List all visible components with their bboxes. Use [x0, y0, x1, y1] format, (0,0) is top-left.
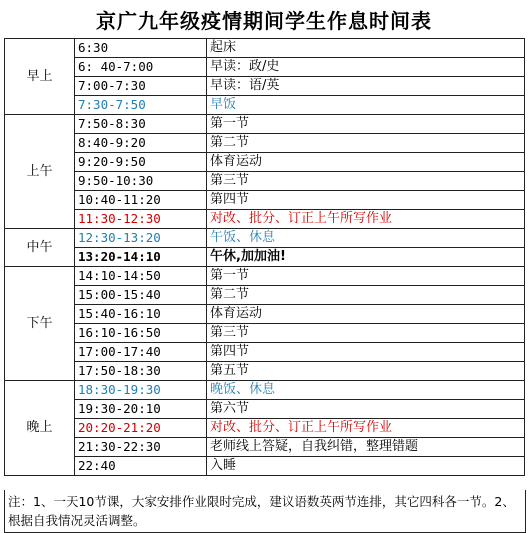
time-cell: 14:10-14:50 [75, 267, 207, 286]
activity-cell: 第二节 [207, 134, 525, 153]
table-row [5, 58, 525, 77]
time-cell: 12:30-13:20 [75, 229, 207, 248]
time-cell: 9:20-9:50 [75, 153, 207, 172]
time-cell: 6: 40-7:00 [75, 58, 207, 77]
table-row [5, 39, 525, 58]
activity-cell: 早读：政/史 [207, 58, 525, 77]
table-row [5, 172, 525, 191]
activity-cell: 对改、批分、订正上午所写作业 [207, 419, 525, 438]
table-row [5, 286, 525, 305]
time-cell: 11:30-12:30 [75, 210, 207, 229]
activity-cell: 第六节 [207, 400, 525, 419]
time-cell: 17:00-17:40 [75, 343, 207, 362]
schedule-body [5, 39, 525, 476]
period-label: 下午 [5, 267, 75, 381]
table-row [5, 191, 525, 210]
table-row [5, 267, 525, 286]
footnote: 注：1、一天10节课，大家安排作业限时完成，建议语数英两节连排，其它四科各一节。2、根据自我情况灵活调整。 [4, 490, 526, 533]
time-cell: 20:20-21:20 [75, 419, 207, 438]
table-row [5, 324, 525, 343]
time-cell: 22:40 [75, 457, 207, 476]
time-cell: 21:30-22:30 [75, 438, 207, 457]
period-label: 上午 [5, 115, 75, 229]
table-row [5, 438, 525, 457]
activity-cell: 第三节 [207, 172, 525, 191]
time-cell: 9:50-10:30 [75, 172, 207, 191]
time-cell: 6:30 [75, 39, 207, 58]
activity-cell: 体育运动 [207, 305, 525, 324]
time-cell: 13:20-14:10 [75, 248, 207, 267]
table-row [5, 77, 525, 96]
activity-cell: 第四节 [207, 191, 525, 210]
time-cell: 19:30-20:10 [75, 400, 207, 419]
activity-cell: 早饭 [207, 96, 525, 115]
activity-cell: 午饭、休息 [207, 229, 525, 248]
table-row [5, 457, 525, 476]
table-row [5, 248, 525, 267]
activity-cell: 体育运动 [207, 153, 525, 172]
activity-cell: 早读：语/英 [207, 77, 525, 96]
time-cell: 16:10-16:50 [75, 324, 207, 343]
table-row [5, 229, 525, 248]
table-row [5, 381, 525, 400]
activity-cell: 午休,加加油! [207, 248, 525, 267]
activity-cell: 对改、批分、订正上午所写作业 [207, 210, 525, 229]
table-row [5, 362, 525, 381]
activity-cell: 第五节 [207, 362, 525, 381]
time-cell: 7:00-7:30 [75, 77, 207, 96]
schedule-table [4, 38, 525, 476]
time-cell: 15:00-15:40 [75, 286, 207, 305]
table-row [5, 134, 525, 153]
table-row [5, 305, 525, 324]
activity-cell: 老师线上答疑，自我纠错，整理错题 [207, 438, 525, 457]
time-cell: 15:40-16:10 [75, 305, 207, 324]
time-cell: 8:40-9:20 [75, 134, 207, 153]
table-row [5, 343, 525, 362]
activity-cell: 入睡 [207, 457, 525, 476]
period-label: 早上 [5, 39, 75, 115]
time-cell: 7:50-8:30 [75, 115, 207, 134]
table-row [5, 96, 525, 115]
time-cell: 17:50-18:30 [75, 362, 207, 381]
activity-cell: 起床 [207, 39, 525, 58]
period-label: 中午 [5, 229, 75, 267]
time-cell: 7:30-7:50 [75, 96, 207, 115]
activity-cell: 第四节 [207, 343, 525, 362]
activity-cell: 第一节 [207, 115, 525, 134]
time-cell: 18:30-19:30 [75, 381, 207, 400]
activity-cell: 第一节 [207, 267, 525, 286]
activity-cell: 晚饭、休息 [207, 381, 525, 400]
table-row [5, 419, 525, 438]
table-row [5, 210, 525, 229]
activity-cell: 第三节 [207, 324, 525, 343]
period-label: 晚上 [5, 381, 75, 476]
table-row [5, 153, 525, 172]
activity-cell: 第二节 [207, 286, 525, 305]
time-cell: 10:40-11:20 [75, 191, 207, 210]
table-row [5, 400, 525, 419]
table-row [5, 115, 525, 134]
page-title: 京广九年级疫情期间学生作息时间表 [96, 8, 432, 33]
